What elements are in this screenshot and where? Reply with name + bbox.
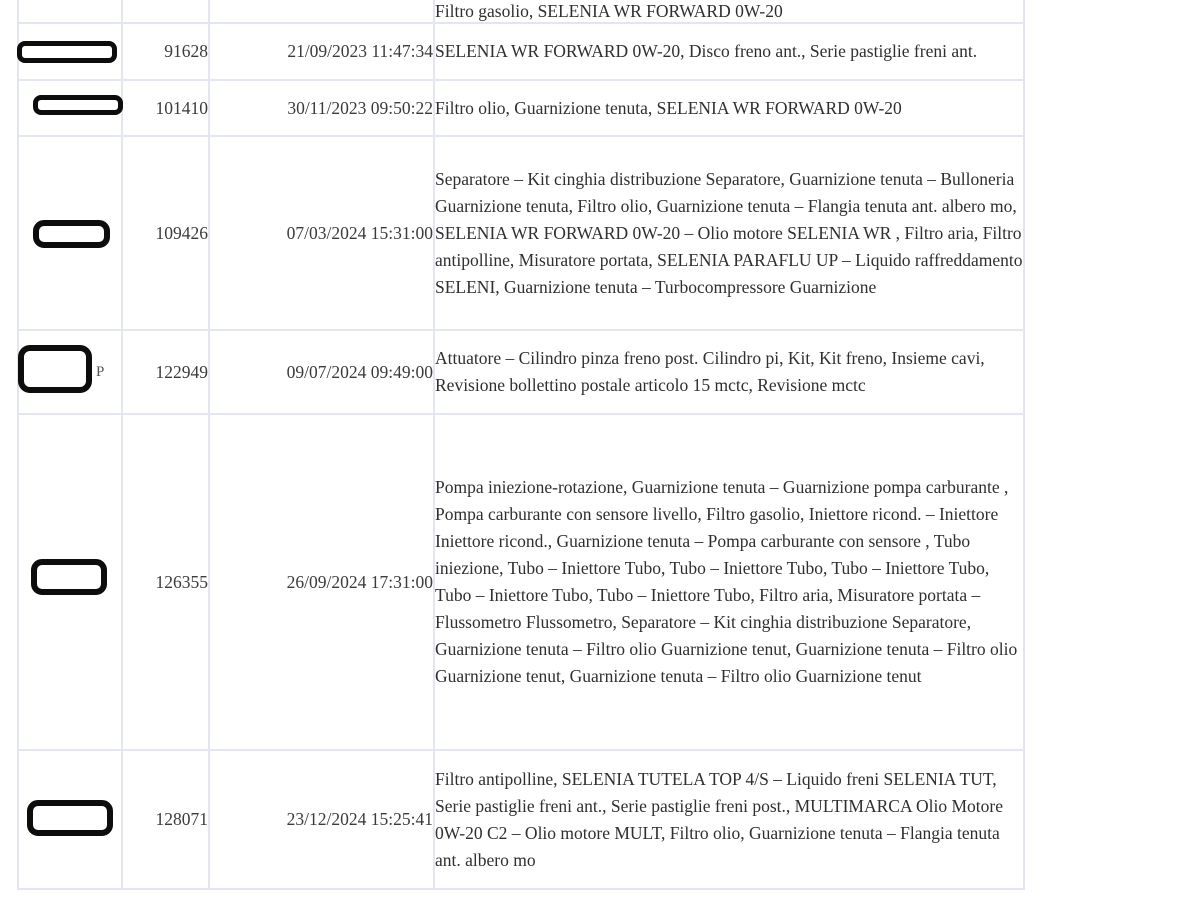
- intervention-date-cell: 21/09/2023 11:47:34: [209, 23, 434, 80]
- intervention-date-cell: [209, 0, 434, 23]
- table-row: [18, 414, 1024, 750]
- redacted-plate-cell: [18, 330, 122, 414]
- redaction-mark: [31, 559, 107, 595]
- intervention-description-cell: Attuatore – Cilindro pinza freno post. Cilindro pi, Kit, Kit freno, Insieme cavi, Revisione bollettino postale articolo 15 mctc, Revisione mctc: [434, 330, 1024, 414]
- redacted-plate-cell: [18, 80, 122, 136]
- intervention-date-cell: 07/03/2024 15:31:00: [209, 136, 434, 330]
- intervention-id-cell: 128071: [122, 750, 209, 889]
- redacted-plate-cell: [18, 0, 122, 23]
- partial-plate-character: P: [96, 364, 105, 380]
- table-row: [18, 23, 1024, 80]
- table-row: [18, 0, 1024, 23]
- table-row: [18, 136, 1024, 330]
- intervention-id-cell: 126355: [122, 414, 209, 750]
- redacted-plate-cell: [18, 414, 122, 750]
- intervention-id-cell: 109426: [122, 136, 209, 330]
- intervention-date-cell: 23/12/2024 15:25:41: [209, 750, 434, 889]
- intervention-id-cell: 91628: [122, 23, 209, 80]
- intervention-date-cell: 30/11/2023 09:50:22: [209, 80, 434, 136]
- table-row: [18, 80, 1024, 136]
- redacted-plate-cell: [18, 23, 122, 80]
- redaction-mark: [18, 345, 92, 393]
- intervention-description-cell: Filtro olio, Guarnizione tenuta, SELENIA WR FORWARD 0W-20: [434, 80, 1024, 136]
- redaction-mark: [27, 800, 113, 836]
- service-history-table: [17, 0, 1025, 890]
- intervention-description-cell: Pompa iniezione-rotazione, Guarnizione tenuta – Guarnizione pompa carburante , Pompa carburante con sensore livello, Filtro gasolio, Iniettore ricond. – Iniettore Iniettore ricond., Guarnizione tenuta – Pompa carburante con sensore , Tubo iniezione, Tubo – Iniettore Tubo, Tubo – Iniettore Tubo, Tubo – Iniettore Tubo, Tubo – Iniettore Tubo, Tubo – Iniettore Tubo, Filtro aria, Misuratore portata – Flussometro Flussometro, Separatore – Kit cinghia distribuzione Separatore, Guarnizione tenuta – Filtro olio Guarnizione tenut, Guarnizione tenuta – Filtro olio Guarnizione tenut, Guarnizione tenuta – Filtro olio Guarnizione tenut: [434, 414, 1024, 750]
- redaction-mark: [33, 220, 110, 248]
- intervention-date-cell: 09/07/2024 09:49:00: [209, 330, 434, 414]
- intervention-id-cell: 101410: [122, 80, 209, 136]
- redacted-plate-cell: [18, 136, 122, 330]
- table-row: [18, 330, 1024, 414]
- intervention-description-cell: Separatore – Kit cinghia distribuzione Separatore, Guarnizione tenuta – Bulloneria Guarnizione tenuta, Filtro olio, Guarnizione tenuta – Flangia tenuta ant. albero mo, SELENIA WR FORWARD 0W-20 – Olio motore SELENIA WR , Filtro aria, Filtro antipolline, Misuratore portata, SELENIA PARAFLU UP – Liquido raffreddamento SELENI, Guarnizione tenuta – Turbocompressore Guarnizione: [434, 136, 1024, 330]
- intervention-description-cell: Filtro gasolio, SELENIA WR FORWARD 0W-20: [434, 0, 1024, 23]
- intervention-date-cell: 26/09/2024 17:31:00: [209, 414, 434, 750]
- redacted-plate-cell: [18, 750, 122, 889]
- intervention-description-cell: Filtro antipolline, SELENIA TUTELA TOP 4/S – Liquido freni SELENIA TUT, Serie pastiglie freni ant., Serie pastiglie freni post., MULTIMARCA Olio Motore 0W-20 C2 – Olio motore MULT, Filtro olio, Guarnizione tenuta – Flangia tenuta ant. albero mo: [434, 750, 1024, 889]
- intervention-description-cell: SELENIA WR FORWARD 0W-20, Disco freno ant., Serie pastiglie freni ant.: [434, 23, 1024, 80]
- redaction-mark: [33, 95, 123, 115]
- redaction-mark: [17, 41, 117, 63]
- intervention-id-cell: [122, 0, 209, 23]
- table-row: [18, 750, 1024, 889]
- intervention-id-cell: 122949: [122, 330, 209, 414]
